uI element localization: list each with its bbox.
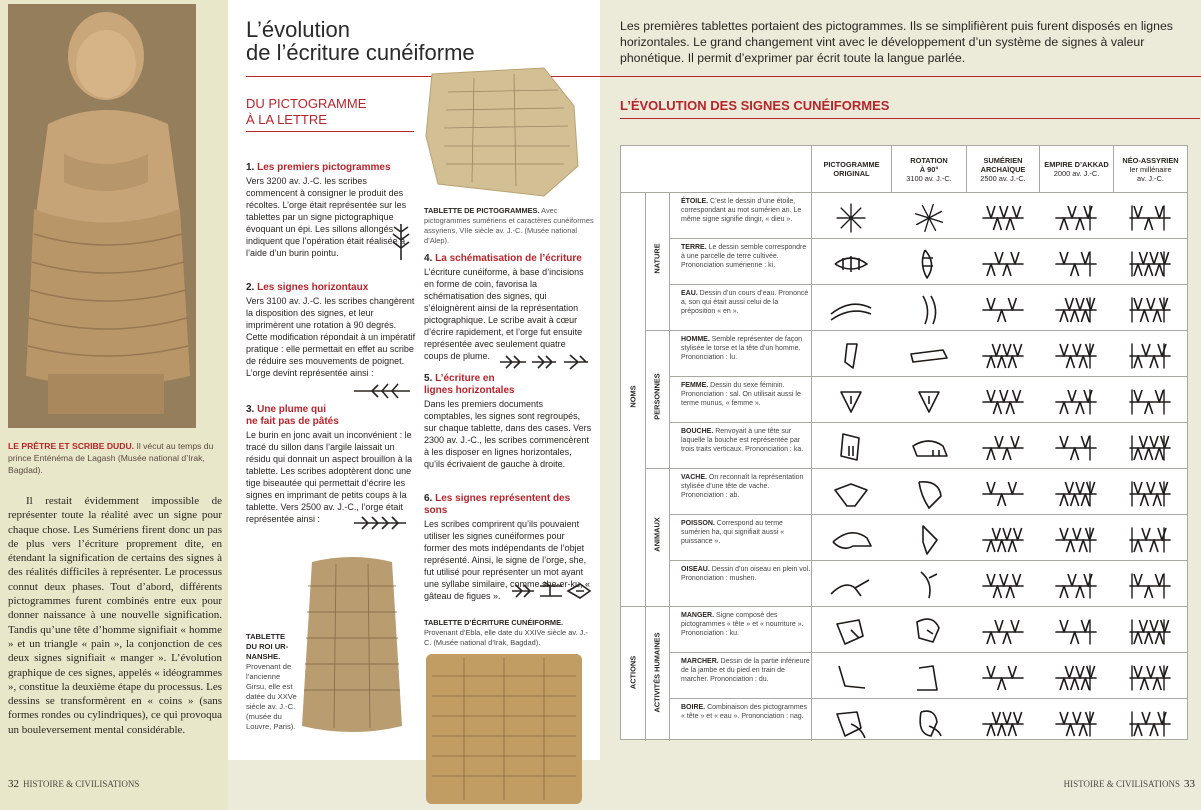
row-vache-text: On reconnaît la représentation stylisée d’une tête de vache. Prononciation : ab. [681,474,804,499]
pictogram-tablet-photo [424,66,580,200]
step-6-title: Les signes représentent des sons [424,493,571,516]
page-title-line1: L’évolution [246,17,350,42]
page-title [246,18,475,64]
col-header-rotation-l2: À 90° [919,164,939,174]
step-4-text: L’écriture cunéiforme, à base d’incisions en forme de coin, favorisa la schématisation des signes, qui s’éloignèrent ainsi de la représentation pictographique. Le scribe avait à cœur d’écrire rapidement, et l’orge fut ensuite représentée avec seulement quatre coups de plume. [424,267,584,361]
glyph-homme-akkad [1050,338,1102,374]
step-1-heading [246,162,414,174]
glyph-boire-neo-assyrien [1124,706,1176,742]
step-5-heading [424,373,592,397]
barley-signs-schematic [498,352,590,370]
table-section-divider [620,118,1200,119]
glyph-manger-pictogram [825,614,877,650]
middle-panel [228,0,600,760]
ur-nanshe-tablet-photo [298,556,406,736]
glyph-homme-sumerien [977,338,1029,374]
row-poisson-name: POISSON. [681,520,715,527]
glyph-marcher-rotation [903,660,955,696]
glyph-poisson-sumerien [977,522,1029,558]
grid-vline [645,192,646,741]
row-terre-desc [681,244,811,270]
glyph-poisson-pictogram [825,522,877,558]
glyph-bouche-sumerien [977,430,1029,466]
row-vache-name: VACHE. [681,474,707,481]
col-header-sumerien-l3: 2500 av. J.-C. [980,173,1026,183]
glyph-vache-sumerien [977,476,1029,512]
statue-illustration [8,4,196,428]
row-vache-desc [681,474,811,500]
step-3-text: Le burin en jonc avait un inconvénient : le tracé du sillon dans l’argile laissait un résidu qui donnait un aspect brouillon à la tablette. Les scribes adoptèrent donc une tige biseautée qui permettait d’écrire les signes en imprimant de petits coups à la tablette. Vers 2500 av. J.-C., l’orge était représentée ainsi : [246,430,413,524]
glyph-poisson-rotation [903,522,955,558]
step-2-number: 2. [246,282,255,293]
glyph-oiseau-pictogram [825,568,877,604]
col-header-sumerien-l1: SUMÉRIEN [983,155,1023,165]
pictogram-tablet-illustration [424,66,580,200]
glyph-marcher-pictogram [825,660,877,696]
step-6-text: Les scribes comprirent qu’ils pouvaient utiliser les signes cunéiformes pour former des mots indépendants de l’objet représenté. Ainsi, le signe de l’orge, she, fut utilisé pour représenter un mot ayant une syllabe similaire, comme she-er-ku, « gâteau de figues ». [424,519,591,601]
folio-left [8,778,139,790]
step-4-heading [424,253,592,265]
grid-hline [669,422,1187,423]
glyph-bouche-pictogram [825,430,877,466]
row-manger-name: MANGER. [681,612,715,619]
glyph-femme-akkad [1050,384,1102,420]
row-boire-name: BOIRE. [681,704,706,711]
row-poisson-desc [681,520,811,546]
grid-hline [645,330,1187,331]
step-3-heading [246,404,414,428]
row-oiseau-text: Dessin d’un oiseau en plein vol. Prononciation : mushen. [681,566,811,582]
glyph-etoile-akkad [1050,200,1102,236]
page-title-line2: de l’écriture cunéiforme [246,40,475,65]
folio-right-text: HISTOIRE & CIVILISATIONS [1063,779,1180,789]
row-bouche-name: BOUCHE. [681,428,714,435]
col-header-rotation-l1: ROTATION [910,155,948,165]
row-oiseau-desc [681,566,811,584]
pictogram-tablet-caption [424,206,594,246]
statue-caption-title: LE PRÊTRE ET SCRIBE DUDU. [8,441,135,451]
row-oiseau-name: OISEAU. [681,566,710,573]
row-homme-text: Semble représenter de façon stylisée le torse et la tête d’un homme. Prononciation : lu. [681,336,803,361]
page-number-right: 33 [1184,778,1195,790]
row-etoile-text: C’est le dessin d’une étoile, correspondant au mot sumérien an. Le même signe signifie dingir, « dieu ». [681,198,802,223]
step-6-number: 6. [424,493,433,504]
section-title [246,96,366,128]
glyph-femme-neo-assyrien [1124,384,1176,420]
glyph-eau-rotation [903,292,955,328]
step-6-heading [424,493,592,517]
grid-hline [669,284,1187,285]
intro-divider [600,76,1201,77]
grid-hline [621,192,1187,193]
row-homme-desc [681,336,811,362]
intro-text: Les premières tablettes portaient des pictogrammes. Ils se simplifièrent puis furent disposés en lignes horizontales. Le grand changement vint avec le développement d’un système de signes à valeur phonétique. Il permit d’exprimer par écrit toute la langue parlée. [620,19,1173,65]
folio-left-text: HISTOIRE & CIVILISATIONS [23,779,140,789]
step-5-text: Dans les premiers documents comptables, les signes sont regroupés, sur chaque tablette, dans des cases. Vers 2300 av. J.-C., les scribes commencèrent à les disposer en lignes horizontales, qu’ils écrivaient de gauche à droite. [424,399,592,469]
glyph-eau-neo-assyrien [1124,292,1176,328]
glyph-etoile-sumerien [977,200,1029,236]
grid-hline [645,468,1187,469]
glyph-terre-pictogram [825,246,877,282]
glyph-oiseau-rotation [903,568,955,604]
step-2-title: Les signes horizontaux [257,282,369,293]
glyph-poisson-akkad [1050,522,1102,558]
glyph-eau-pictogram [825,292,877,328]
glyph-vache-akkad [1050,476,1102,512]
glyph-boire-akkad [1050,706,1102,742]
step-5-title-line1: L’écriture en [435,373,495,384]
pictogram-tablet-caption-text: Avec pictogrammes sumériens et caractères cunéiformes assyriens, VIIe siècle av. J.-C. (Musée national d’Alep). [424,206,594,245]
row-eau-text: Dessin d’un cours d’eau. Prononcé a, son qui était aussi celui de la préposition « en ». [681,290,809,315]
subcategory-activites: ACTIVITÉS HUMAINES [652,632,662,713]
step-3-title-line2: ne fait pas de pâtés [246,416,339,427]
grid-vline [669,192,670,741]
left-column [0,0,228,810]
section-title-line2: À LA LETTRE [246,112,327,127]
section-divider [246,131,414,132]
ur-nanshe-tablet-illustration [298,556,406,736]
row-marcher-name: MARCHER. [681,658,719,665]
glyph-femme-pictogram [825,384,877,420]
cuneiform-evolution-table [620,145,1188,740]
glyph-terre-rotation [903,246,955,282]
statue-caption [8,440,220,476]
category-noms: NOMS [628,385,638,408]
step-1-title: Les premiers pictogrammes [257,162,391,173]
ebla-tablet-illustration [424,652,584,806]
col-header-rotation [891,146,966,192]
grid-hline [669,560,1187,561]
row-manger-text: Signe composé des pictogrammes « tête » et « nourriture ». Prononciation : ku. [681,612,804,637]
step-2 [246,282,418,379]
col-header-pictogram [811,146,891,192]
glyph-vache-neo-assyrien [1124,476,1176,512]
step-3 [246,404,414,525]
step-1-number: 1. [246,162,255,173]
she-er-ku-signs [510,580,592,602]
grid-hline [669,652,1187,653]
grid-hline [669,698,1187,699]
step-2-heading [246,282,418,294]
glyph-manger-sumerien [977,614,1029,650]
row-eau-name: EAU. [681,290,698,297]
folio-right [1064,778,1195,790]
table-section-title: L’ÉVOLUTION DES SIGNES CUNÉIFORMES [620,98,890,113]
row-bouche-text: Renvoyait à une tête sur laquelle la bouche est représentée par trois traits verticaux. Prononciation : ka. [681,428,804,453]
glyph-terre-neo-assyrien [1124,246,1176,282]
subcategory-nature: NATURE [652,243,662,274]
glyph-etoile-rotation [903,200,955,236]
col-header-rotation-l3: 3100 av. J.-C. [906,173,952,183]
glyph-marcher-akkad [1050,660,1102,696]
row-marcher-desc [681,658,811,684]
row-terre-text: Le dessin semble correspondre à une parcelle de terre cultivée. Prononciation sumérienne : ki. [681,244,807,269]
row-femme-desc [681,382,811,408]
statue-caption-text: Il vécut au temps du prince Enténéma de Lagash (Musée national d’Irak, Bagdad). [8,441,214,475]
col-header-neo-assyrien [1113,146,1187,192]
glyph-manger-akkad [1050,614,1102,650]
col-header-pictogram-l2: ORIGINAL [833,169,870,178]
left-body-text: Il restait évidemment impossible de représenter toute la réalité avec un signe pour chaque chose. Les Sumériens firent donc un pas de plus vers l’écriture proprement dite, en étendant la signification de certains des signes à des réalités difficiles à représenter. Le processus connut deux phases. Tout d’abord, différents pictogrammes furent combinés entre eux pour donner naissance à une nouvelle signification. Tandis qu’une tête d’homme signifiait « homme » et un triangle « pain », la conjonction de ces deux signes signifiait « manger ». L’évolution graphique de ces signes, appelés « idéogrammes », constitue la deuxième étape du processus. Les dessins se transformèrent en « coins » (sans formes rondes ou cylindriques), ce qui provoqua un bouleversement mental considérable. [8,495,222,736]
glyph-homme-rotation [903,338,955,374]
col-header-akkad-l2: 2000 av. J.-C. [1053,169,1100,178]
ebla-tablet-caption [424,618,594,648]
step-5 [424,373,592,470]
barley-sign-vertical [390,222,412,262]
row-terre-name: TERRE. [681,244,707,251]
ur-nanshe-tablet-caption-text: Provenant de l’ancienne Girsu, elle est datée du XXVe siècle av. J.-C. (musée du Louvre, Paris). [246,662,297,731]
step-5-number: 5. [424,373,433,384]
glyph-terre-akkad [1050,246,1102,282]
glyph-homme-pictogram [825,338,877,374]
glyph-bouche-akkad [1050,430,1102,466]
glyph-boire-rotation [903,706,955,742]
row-femme-name: FEMME. [681,382,709,389]
row-poisson-text: Correspond au terme sumérien ha, qui signifiait aussi « puissance ». [681,520,785,545]
col-header-akkad-l1: EMPIRE D’AKKAD [1044,160,1109,169]
glyph-homme-neo-assyrien [1124,338,1176,374]
glyph-manger-neo-assyrien [1124,614,1176,650]
glyph-femme-sumerien [977,384,1029,420]
row-eau-desc [681,290,811,316]
row-boire-text: Combinaison des pictogrammes « tête » et « eau ». Prononciation : nag. [681,704,808,720]
col-header-neo-assyrien-l1: NÉO-ASSYRIEN [1122,155,1179,165]
step-4-title: La schématisation de l’écriture [435,253,582,264]
glyph-eau-akkad [1050,292,1102,328]
col-header-sumerien-l2: ARCHAÏQUE [980,164,1026,174]
col-header-sumerien [966,146,1039,192]
row-femme-text: Dessin du sexe féminin. Prononciation : sal. On utilisait aussi le terme munus, « femme ». [681,382,801,407]
glyph-vache-pictogram [825,476,877,512]
row-boire-desc [681,704,811,722]
col-header-neo-assyrien-l3: av. J.-C. [1137,173,1164,183]
glyph-manger-rotation [903,614,955,650]
glyph-vache-rotation [903,476,955,512]
row-bouche-desc [681,428,811,454]
step-2-text: Vers 3100 av. J.-C. les scribes changèrent la disposition des signes, et leur imprimèrent une rotation à 90 degrés. Cette modification répondait à un impératif pratique : elle permettait en effet au scribe de réduire ses mouvements de poignet. L’orge devint représentée ainsi : [246,296,416,378]
glyph-terre-sumerien [977,246,1029,282]
ebla-tablet-caption-text: Provenant d’Ebla, elle date du XXIVe siècle av. J.-C. (Musée national d’Irak, Bagdad). [424,628,588,647]
ur-nanshe-tablet-caption [246,632,298,732]
glyph-oiseau-akkad [1050,568,1102,604]
glyph-bouche-neo-assyrien [1124,430,1176,466]
row-homme-name: HOMME. [681,336,710,343]
glyph-boire-sumerien [977,706,1029,742]
step-1 [246,162,414,259]
glyph-bouche-rotation [903,430,955,466]
section-title-line1: DU PICTOGRAMME [246,96,367,111]
glyph-etoile-neo-assyrien [1124,200,1176,236]
row-manger-desc [681,612,811,638]
step-4-number: 4. [424,253,433,264]
grid-hline [669,238,1187,239]
subcategory-animaux: ANIMAUX [652,517,662,552]
category-actions: ACTIONS [628,655,638,690]
glyph-poisson-neo-assyrien [1124,522,1176,558]
grid-hline [669,376,1187,377]
step-3-number: 3. [246,404,255,415]
glyph-marcher-sumerien [977,660,1029,696]
ebla-tablet-photo [424,652,584,806]
glyph-oiseau-neo-assyrien [1124,568,1176,604]
col-header-akkad [1039,146,1113,192]
step-4 [424,253,592,362]
grid-hline [621,606,1187,607]
col-header-pictogram-l1: PICTOGRAMME [823,160,880,169]
glyph-eau-sumerien [977,292,1029,328]
row-etoile-desc [681,198,811,224]
statue-photo-dudu [8,4,196,428]
subcategory-personnes: PERSONNES [652,373,662,420]
glyph-oiseau-sumerien [977,568,1029,604]
step-3-title-line1: Une plume qui [257,404,327,415]
glyph-marcher-neo-assyrien [1124,660,1176,696]
barley-sign-wedges [352,514,408,532]
row-marcher-text: Dessin de la partie inférieure de la jambe et du pied en train de marcher. Prononciation : du. [681,658,810,683]
step-1-text: Vers 3200 av. J.-C. les scribes commencent à consigner le produit des récoltes. L’orge était représentée sur les tablettes par un signe pictographique évoquant un épi. Les sillons allongés indiquent que l’opération était réalisée à l’aide d’un burin pointu. [246,176,407,258]
glyph-etoile-pictogram [825,200,877,236]
glyph-femme-rotation [903,384,955,420]
step-5-title-line2: lignes horizontales [424,385,515,396]
grid-hline [669,514,1187,515]
barley-sign-horizontal [352,382,412,400]
ebla-tablet-caption-title: TABLETTE D’ÉCRITURE CUNÉIFORME. [424,618,564,627]
col-header-neo-assyrien-l2: Ier millénaire [1129,164,1172,174]
ur-nanshe-tablet-caption-title: TABLETTE DU ROI UR-NANSHE. [246,632,289,661]
page-number-left: 32 [8,778,19,790]
row-etoile-name: ÉTOILE. [681,198,709,205]
glyph-boire-pictogram [825,706,877,742]
pictogram-tablet-caption-title: TABLETTE DE PICTOGRAMMES. [424,206,540,215]
